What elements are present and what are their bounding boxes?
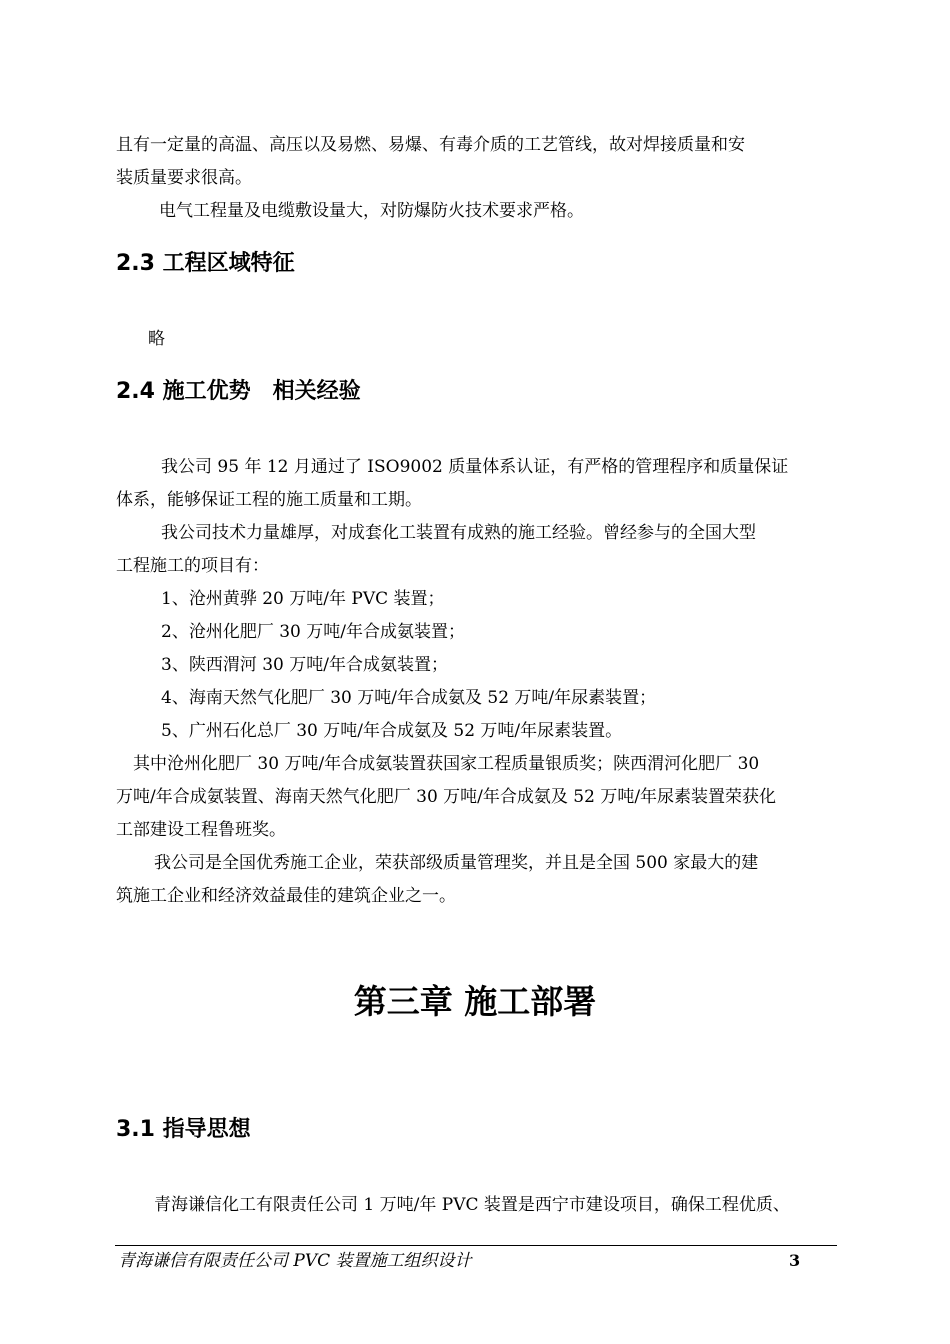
intro-line-2: 装质量要求很高。 xyxy=(116,168,252,188)
intro-line-3: 电气工程量及电缆敷设量大，对防爆防火技术要求严格。 xyxy=(159,201,584,221)
chapter-title: 第三章 施工部署 xyxy=(353,982,597,1021)
footer-rule xyxy=(115,1245,837,1246)
paragraph-iso-line-2: 体系，能够保证工程的施工质量和工期。 xyxy=(116,490,422,510)
paragraph-awards-line-2: 万吨/年合成氨装置、海南天然气化肥厂 30 万吨/年合成氨及 52 万吨/年尿素装置荣获化 xyxy=(116,787,777,807)
project-item-1: 1、沧州黄骅 20 万吨/年 PVC 装置； xyxy=(161,589,445,609)
project-item-5: 5、广州石化总厂 30 万吨/年合成氨及 52 万吨/年尿素装置。 xyxy=(161,721,623,741)
section-2-3-heading: 2.3 工程区域特征 xyxy=(116,251,295,276)
paragraph-company-line-1: 我公司是全国优秀施工企业，荣获部级质量管理奖，并且是全国 500 家最大的建 xyxy=(154,853,759,873)
project-item-2: 2、沧州化肥厂 30 万吨/年合成氨装置； xyxy=(161,622,465,642)
paragraph-tech-line-2: 工程施工的项目有： xyxy=(116,556,269,576)
page-number: 3 xyxy=(789,1251,801,1270)
section-3-1-heading: 3.1 指导思想 xyxy=(116,1117,251,1142)
intro-line-1: 且有一定量的高温、高压以及易燃、易爆、有毒介质的工艺管线，故对焊接质量和安 xyxy=(116,135,745,155)
section-2-4-heading: 2.4 施工优势 相关经验 xyxy=(116,379,361,404)
paragraph-awards-line-1: 其中沧州化肥厂 30 万吨/年合成氨装置获国家工程质量银质奖；陕西渭河化肥厂 30 xyxy=(133,754,760,774)
project-item-3: 3、陕西渭河 30 万吨/年合成氨装置； xyxy=(161,655,448,675)
paragraph-company-line-2: 筑施工企业和经济效益最佳的建筑企业之一。 xyxy=(116,886,456,906)
footer-title: 青海谦信有限责任公司 PVC 装置施工组织设计 xyxy=(118,1251,472,1271)
paragraph-iso-line-1: 我公司 95 年 12 月通过了 ISO9002 质量体系认证，有严格的管理程序和质量保证 xyxy=(161,457,789,477)
project-item-4: 4、海南天然气化肥厂 30 万吨/年合成氨及 52 万吨/年尿素装置； xyxy=(161,688,657,708)
section-2-3-body: 略 xyxy=(148,329,165,349)
paragraph-tech-line-1: 我公司技术力量雄厚，对成套化工装置有成熟的施工经验。曾经参与的全国大型 xyxy=(161,523,756,543)
paragraph-guiding-line-1: 青海谦信化工有限责任公司 1 万吨/年 PVC 装置是西宁市建设项目，确保工程优质、 xyxy=(154,1195,790,1215)
paragraph-awards-line-3: 工部建设工程鲁班奖。 xyxy=(116,820,286,840)
